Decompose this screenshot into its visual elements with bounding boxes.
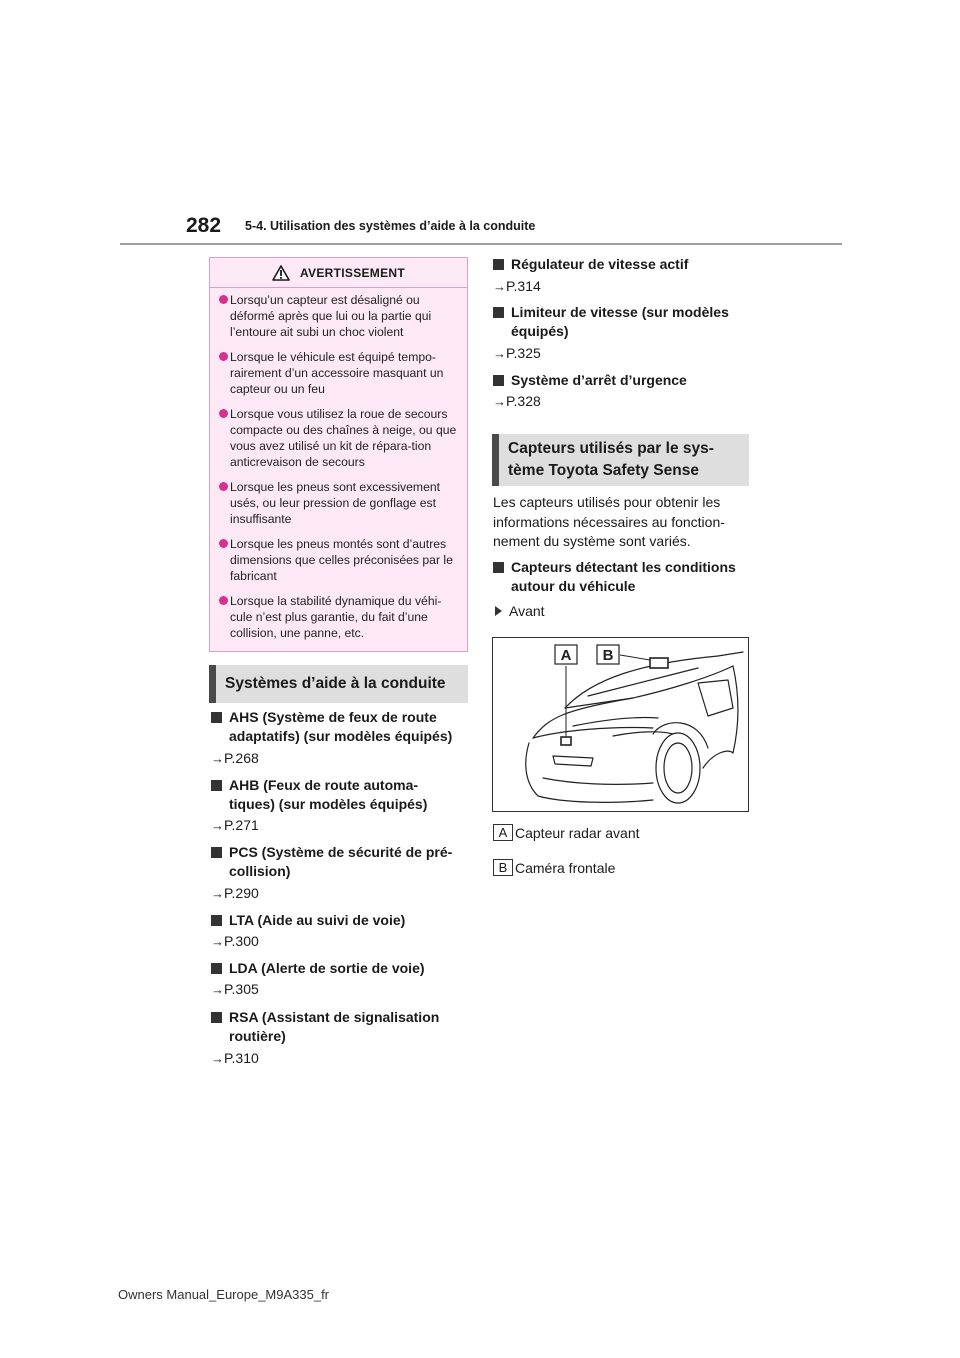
square-bullet-icon: [211, 915, 222, 926]
warning-item: Lorsqu’un capteur est désaligné ou déformé après que lui ou la partie qui l’entoure ait subi un choc violent: [220, 292, 457, 340]
arrow-right-icon: →: [211, 751, 224, 766]
systems-heading: Systèmes d’aide à la conduite: [209, 665, 468, 703]
square-bullet-icon: [211, 847, 222, 858]
system-item-emergency-stop: Système d’arrêt d’urgence: [493, 371, 687, 390]
page-ref-link[interactable]: →P.328: [493, 393, 541, 409]
footer-document-id: Owners Manual_Europe_M9A335_fr: [118, 1287, 330, 1302]
warning-title: AVERTISSEMENT: [299, 265, 406, 280]
system-item-ahs: AHS (Système de feux de route adaptatifs) (sur modèles équipés): [211, 708, 452, 746]
section-title: 5-4. Utilisation des systèmes d’aide à la conduite: [245, 219, 536, 233]
square-bullet-icon: [493, 259, 504, 270]
callout-b: B: [602, 647, 614, 664]
triangle-bullet-icon: [495, 606, 502, 616]
warning-item: Lorsque les pneus montés sont d’autres dimensions que celles préconisées par le fabricant: [220, 536, 457, 584]
car-sensor-figure: [492, 637, 749, 812]
page-ref-link[interactable]: →P.325: [493, 345, 541, 361]
warning-item: Lorsque la stabilité dynamique du véhi-cule n’est plus garantie, du fait d’une collision, une panne, etc.: [220, 593, 457, 641]
square-bullet-icon: [493, 375, 504, 386]
square-bullet-icon: [211, 712, 222, 723]
warning-header: [210, 258, 467, 288]
system-item-speed-limiter: Limiteur de vitesse (sur modèles équipés): [493, 303, 729, 341]
page-ref-link[interactable]: →P.268: [211, 750, 259, 766]
system-item-acc: Régulateur de vitesse actif: [493, 255, 688, 274]
arrow-right-icon: →: [211, 886, 224, 901]
system-item-rsa: RSA (Assistant de signalisation routière): [211, 1008, 439, 1046]
arrow-right-icon: →: [493, 279, 506, 294]
arrow-right-icon: →: [211, 818, 224, 833]
sensors-subheading: Capteurs détectant les conditions autour du véhicule: [493, 558, 736, 596]
bullet-dot-icon: [219, 596, 228, 605]
arrow-right-icon: →: [211, 934, 224, 949]
bullet-dot-icon: [219, 539, 228, 548]
page-number: 282: [186, 214, 222, 237]
system-item-lda: LDA (Alerte de sortie de voie): [211, 959, 425, 978]
legend-letter-a: A: [493, 824, 513, 841]
arrow-right-icon: →: [493, 346, 506, 361]
page-ref-link[interactable]: →P.271: [211, 817, 259, 833]
legend-text-radar: Capteur radar avant: [515, 825, 640, 841]
sensors-intro: Les capteurs utilisés pour obtenir les informations nécessaires au fonction- nement du système sont variés.: [493, 494, 725, 549]
arrow-right-icon: →: [493, 394, 506, 409]
direction-label: Avant: [493, 603, 545, 619]
warning-triangle-icon: [272, 265, 290, 281]
warning-item: Lorsque vous utilisez la roue de secours compacte ou des chaînes à neige, ou que vous avez utilisé un kit de répara-tion anticrevaison de secours: [220, 406, 457, 470]
warning-box: [209, 257, 468, 652]
arrow-right-icon: →: [211, 1051, 224, 1066]
bullet-dot-icon: [219, 295, 228, 304]
square-bullet-icon: [211, 1012, 222, 1023]
system-item-lta: LTA (Aide au suivi de voie): [211, 911, 405, 930]
page-ref-link[interactable]: →P.305: [211, 981, 259, 997]
legend-letter-b: B: [493, 859, 513, 876]
square-bullet-icon: [493, 562, 504, 573]
square-bullet-icon: [493, 307, 504, 318]
system-item-ahb: AHB (Feux de route automa- tiques) (sur modèles équipés): [211, 776, 427, 814]
bullet-dot-icon: [219, 409, 228, 418]
legend-text-camera: Caméra frontale: [515, 860, 616, 876]
bullet-dot-icon: [219, 482, 228, 491]
warning-list: [220, 292, 457, 650]
callout-a: A: [560, 647, 572, 664]
bullet-dot-icon: [219, 352, 228, 361]
page-ref-link[interactable]: →P.314: [493, 278, 541, 294]
page-ref-link[interactable]: →P.310: [211, 1050, 259, 1066]
system-item-pcs: PCS (Système de sécurité de pré- collision): [211, 843, 452, 881]
square-bullet-icon: [211, 780, 222, 791]
sensors-heading: Capteurs utilisés par le sys- tème Toyota Safety Sense: [492, 434, 749, 486]
car-illustration: [493, 638, 748, 811]
warning-item: Lorsque les pneus sont excessivement usés, ou leur pression de gonflage est insuffisante: [220, 479, 457, 527]
square-bullet-icon: [211, 963, 222, 974]
header-divider: [120, 243, 842, 245]
warning-item: Lorsque le véhicule est équipé tempo-rairement d’un accessoire masquant un capteur ou un feu: [220, 349, 457, 397]
page-ref-link[interactable]: →P.300: [211, 933, 259, 949]
page-ref-link[interactable]: →P.290: [211, 885, 259, 901]
arrow-right-icon: →: [211, 982, 224, 997]
